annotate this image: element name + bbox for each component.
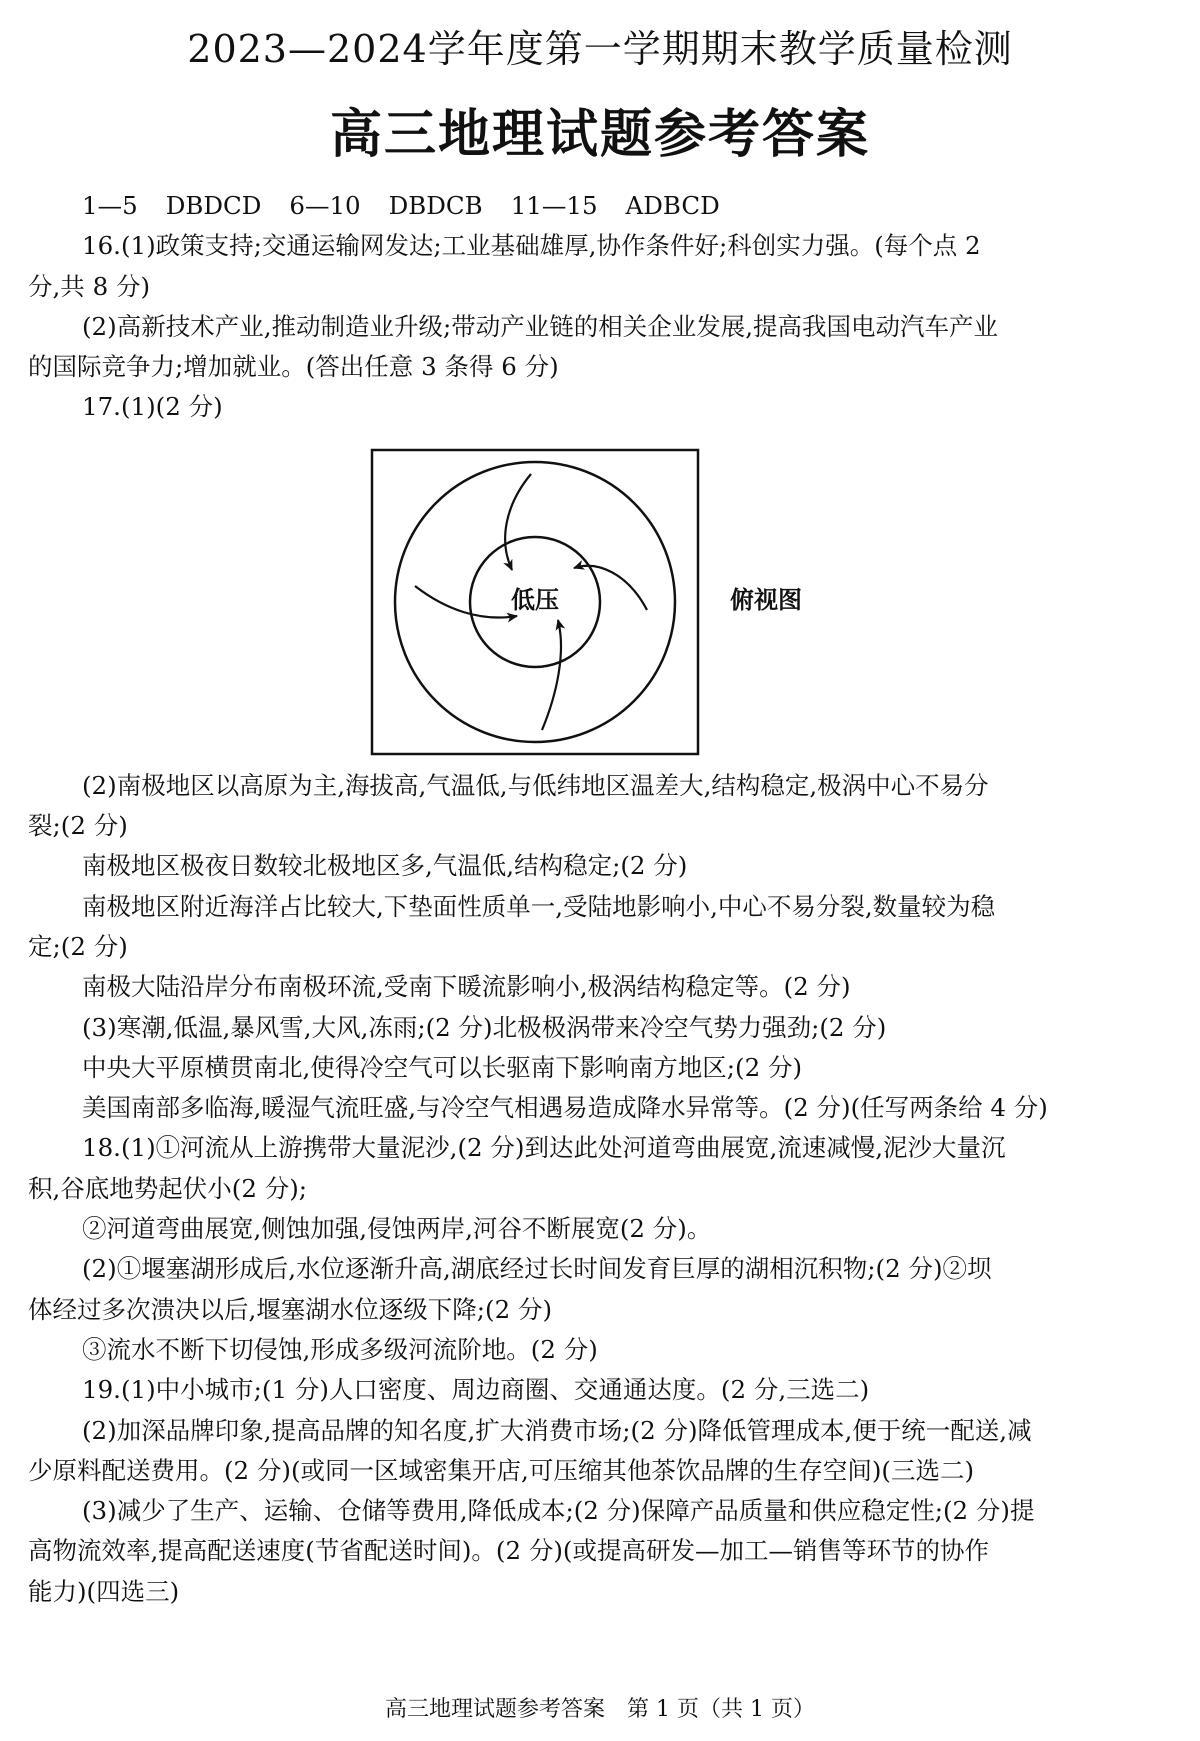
wind-arrow (542, 620, 561, 730)
answer-line: 16.(1)政策支持;交通运输网发达;工业基础雄厚,协作条件好;科创实力强。(每个点 2 (82, 231, 981, 261)
answer-line: 积,谷底地势起伏小(2 分); (28, 1173, 308, 1203)
answer-line: (3)寒潮,低温,暴风雪,大风,冻雨;(2 分)北极极涡带来冷空气势力强劲;(2 分) (82, 1012, 887, 1042)
answer-line: 少原料配送费用。(2 分)(或同一区域密集开店,可压缩其他茶饮品牌的生存空间)(三选二) (28, 1455, 975, 1485)
answer-line: 分,共 8 分) (28, 271, 151, 301)
mcq-answers-2: DBDCB (388, 191, 483, 220)
answer-line: (2)加深品牌印象,提高品牌的知名度,扩大消费市场;(2 分)降低管理成本,便于统一配送,减 (82, 1415, 1032, 1445)
low-pressure-label: 低压 (511, 585, 559, 614)
mcq-range-3: 11—15 (510, 191, 598, 220)
multiple-choice-answers (28, 186, 1174, 226)
answer-line: ③流水不断下切侵蚀,形成多级河流阶地。(2 分) (82, 1334, 598, 1364)
mcq-answers-1: DBDCD (165, 191, 262, 220)
answer-line: 19.(1)中小城市;(1 分)人口密度、周边商圈、交通通达度。(2 分,三选二) (82, 1375, 870, 1405)
answer-line: 定;(2 分) (28, 931, 128, 961)
answer-line: (2)高新技术产业,推动制造业升级;带动产业链的相关企业发展,提高我国电动汽车产业 (82, 311, 999, 341)
answer-line: 高物流效率,提高配送速度(节省配送时间)。(2 分)(或提高研发—加工—销售等环节的协作 (28, 1536, 989, 1566)
exam-title: 2023—2024学年度第一学期期末教学质量检测 (187, 27, 1013, 71)
polar-vortex-diagram (28, 444, 1174, 762)
answer-line: (3)减少了生产、运输、仓储等费用,降低成本;(2 分)保障产品质量和供应稳定性;(2 分)提 (82, 1496, 1035, 1526)
answer-line: 能力)(四选三) (28, 1576, 180, 1606)
answer-line: 南极地区极夜日数较北极地区多,气温低,结构稳定;(2 分) (82, 851, 688, 881)
wind-arrow (574, 566, 647, 610)
view-label: 俯视图 (730, 585, 802, 614)
answer-line: (2)南极地区以高原为主,海拔高,气温低,与低纬地区温差大,结构稳定,极涡中心不易分 (82, 770, 989, 800)
answer-line: ②河道弯曲展宽,侧蚀加强,侵蚀两岸,河谷不断展宽(2 分)。 (82, 1214, 712, 1244)
answer-line: 美国南部多临海,暖湿气流旺盛,与冷空气相遇易造成降水异常等。(2 分)(任写两条给 4 分) (82, 1093, 1048, 1123)
answer-line: 南极地区附近海洋占比较大,下垫面性质单一,受陆地影响小,中心不易分裂,数量较为稳 (82, 891, 996, 921)
answer-line: 17.(1)(2 分) (82, 392, 223, 422)
vortex-diagram-svg (28, 444, 1174, 762)
answer-line: 中央大平原横贯南北,使得冷空气可以长驱南下影响南方地区;(2 分) (82, 1052, 803, 1082)
mcq-range-1: 1—5 (82, 191, 138, 220)
answer-line: 的国际竞争力;增加就业。(答出任意 3 条得 6 分) (28, 352, 559, 382)
answer-line: 体经过多次溃决以后,堰塞湖水位逐级下降;(2 分) (28, 1294, 553, 1324)
page-footer: 高三地理试题参考答案 第 1 页（共 1 页） (385, 1697, 815, 1722)
answer-line: (2)①堰塞湖形成后,水位逐渐升高,湖底经过长时间发育巨厚的湖相沉积物;(2 分)②坝 (82, 1254, 992, 1284)
mcq-answers-3: ADBCD (625, 191, 720, 220)
mcq-range-2: 6—10 (289, 191, 361, 220)
answer-line: 18.(1)①河流从上游携带大量泥沙,(2 分)到达此处河道弯曲展宽,流速减慢,泥沙大量沉 (82, 1133, 1006, 1163)
document-title: 高三地理试题参考答案 (329, 105, 870, 165)
answer-line: 南极大陆沿岸分布南极环流,受南下暖流影响小,极涡结构稳定等。(2 分) (82, 972, 851, 1002)
answer-content (28, 186, 1174, 1612)
answer-line: 裂;(2 分) (28, 811, 128, 841)
wind-arrow (505, 474, 531, 570)
